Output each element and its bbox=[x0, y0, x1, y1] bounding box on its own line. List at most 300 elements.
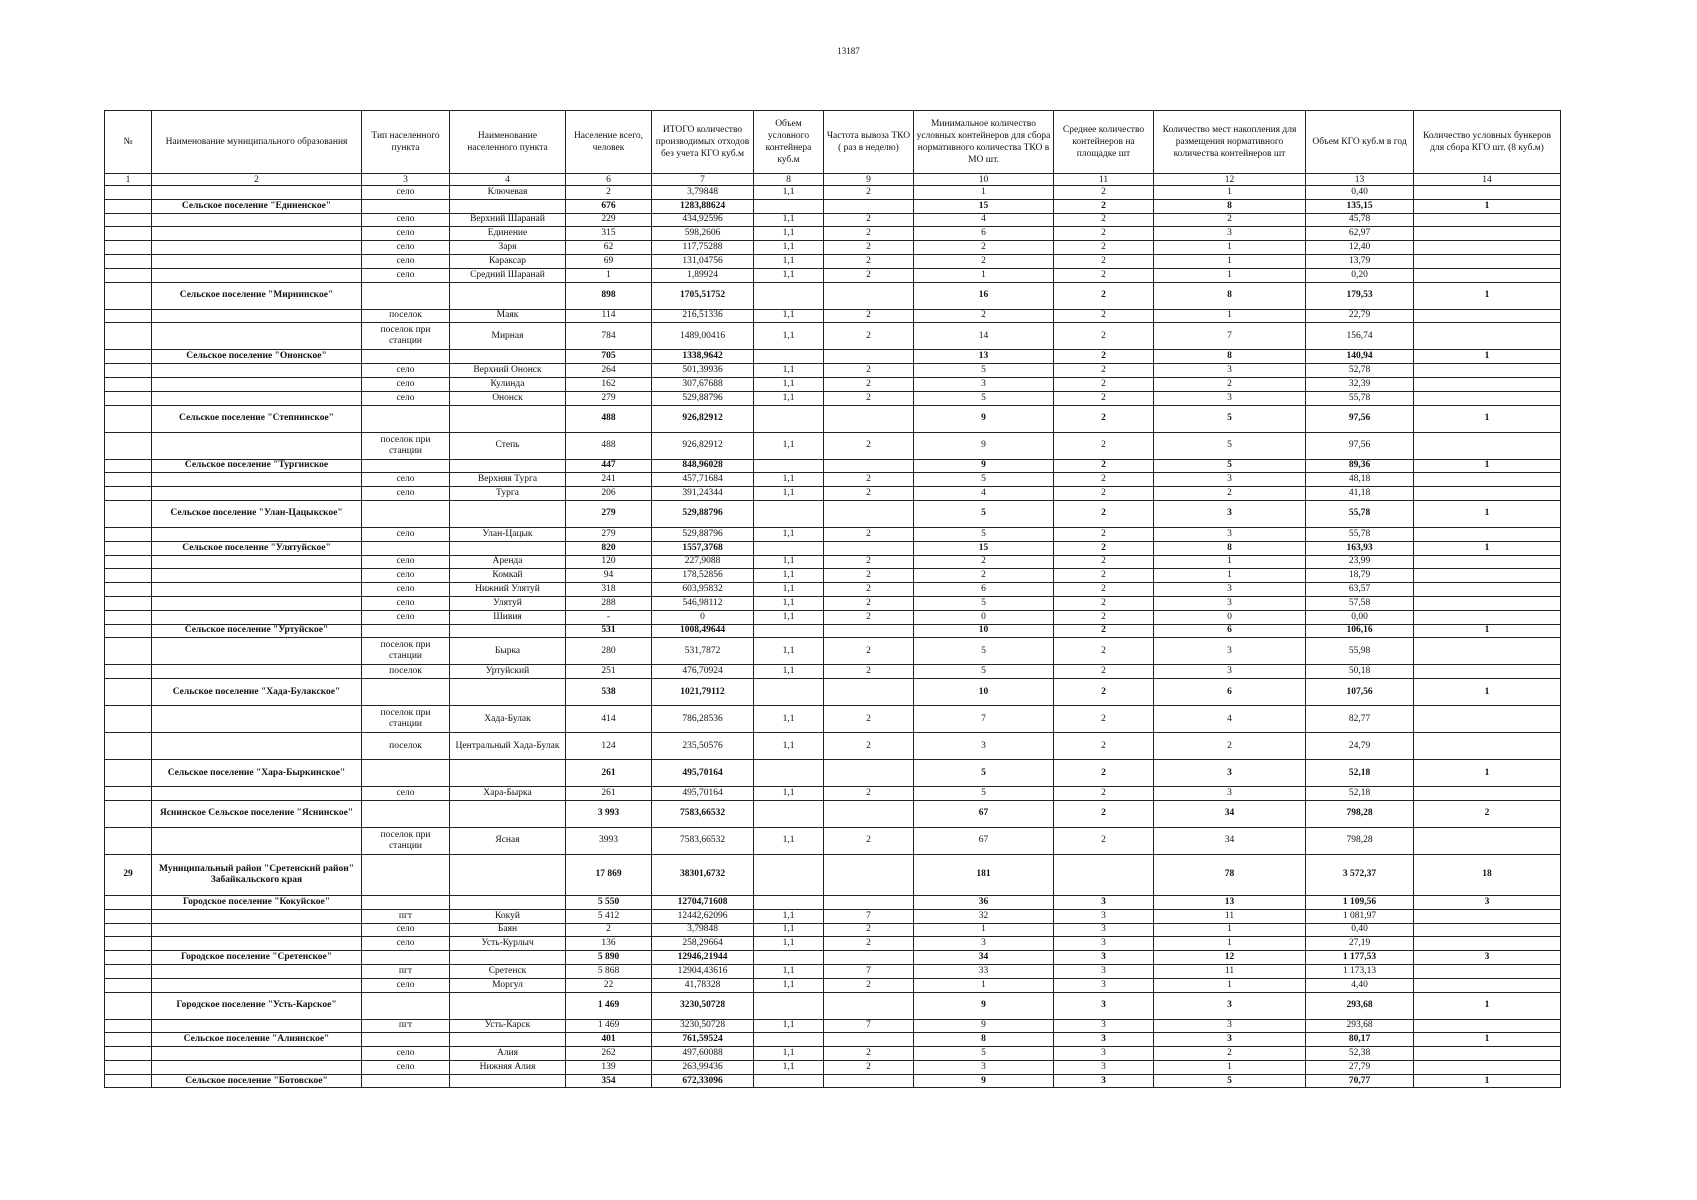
table-cell: Хара-Бырка bbox=[450, 787, 566, 801]
table-cell bbox=[1414, 186, 1561, 200]
column-number: 11 bbox=[1054, 174, 1154, 186]
table-cell: Средний Шаранай bbox=[450, 268, 566, 282]
column-number: 10 bbox=[914, 174, 1054, 186]
table-row bbox=[105, 827, 1561, 854]
table-cell: 2 bbox=[1154, 377, 1306, 391]
table-cell bbox=[450, 800, 566, 827]
table-cell: 29 bbox=[105, 854, 152, 895]
table-cell: 288 bbox=[566, 596, 652, 610]
table-cell: 529,88796 bbox=[652, 391, 754, 405]
table-cell: 898 bbox=[566, 282, 652, 309]
table-cell bbox=[152, 923, 362, 937]
table-cell: 2 bbox=[1054, 827, 1154, 854]
table-cell: 181 bbox=[914, 854, 1054, 895]
table-cell: 1,1 bbox=[754, 733, 824, 760]
table-cell: поселок bbox=[362, 309, 450, 323]
table-cell bbox=[362, 895, 450, 909]
table-cell: 5 bbox=[914, 364, 1054, 378]
table-cell: Сельское поселение "Ботовское" bbox=[152, 1074, 362, 1088]
table-cell: 293,68 bbox=[1306, 1019, 1414, 1033]
subtotal-row bbox=[105, 895, 1561, 909]
table-cell: 5 868 bbox=[566, 964, 652, 978]
table-cell: Улан-Цацык bbox=[450, 527, 566, 541]
subtotal-row bbox=[105, 1033, 1561, 1047]
table-cell bbox=[152, 432, 362, 459]
table-cell bbox=[1414, 1060, 1561, 1074]
table-row bbox=[105, 527, 1561, 541]
table-cell: 2 bbox=[1054, 241, 1154, 255]
table-cell: 52,18 bbox=[1306, 787, 1414, 801]
table-cell: 2 bbox=[914, 569, 1054, 583]
table-cell: 52,38 bbox=[1306, 1047, 1414, 1061]
table-cell: село bbox=[362, 555, 450, 569]
table-row bbox=[105, 978, 1561, 992]
table-cell bbox=[105, 309, 152, 323]
table-cell bbox=[105, 679, 152, 706]
table-cell: 1 177,53 bbox=[1306, 951, 1414, 965]
table-cell: 5 bbox=[914, 638, 1054, 665]
table-cell: село bbox=[362, 364, 450, 378]
table-cell: 14 bbox=[914, 323, 1054, 350]
table-cell: поселок при станции bbox=[362, 323, 450, 350]
table-cell bbox=[824, 800, 914, 827]
table-row bbox=[105, 309, 1561, 323]
table-row bbox=[105, 377, 1561, 391]
table-cell bbox=[1414, 909, 1561, 923]
table-cell: 12704,71608 bbox=[652, 895, 754, 909]
table-cell: 1,1 bbox=[754, 638, 824, 665]
table-cell: 2 bbox=[1054, 391, 1154, 405]
table-cell: 3,79848 bbox=[652, 923, 754, 937]
table-cell: 124 bbox=[566, 733, 652, 760]
table-cell bbox=[105, 733, 152, 760]
table-cell: Нижний Улятуй bbox=[450, 583, 566, 597]
table-cell: 0,40 bbox=[1306, 923, 1414, 937]
table-cell: 3 bbox=[1154, 527, 1306, 541]
table-cell bbox=[105, 895, 152, 909]
table-cell: Маяк bbox=[450, 309, 566, 323]
table-cell: 1,1 bbox=[754, 309, 824, 323]
column-header: Минимальное количество условных контейнеров для сбора нормативного количества ТКО в МО шт. bbox=[914, 111, 1054, 174]
table-cell: поселок bbox=[362, 665, 450, 679]
table-cell: 18,79 bbox=[1306, 569, 1414, 583]
table-cell: 162 bbox=[566, 377, 652, 391]
table-cell: 761,59524 bbox=[652, 1033, 754, 1047]
table-cell bbox=[152, 227, 362, 241]
table-cell: 1 bbox=[1154, 555, 1306, 569]
table-cell bbox=[362, 199, 450, 213]
table-cell bbox=[152, 964, 362, 978]
table-cell: 3 bbox=[1154, 500, 1306, 527]
table-cell bbox=[105, 923, 152, 937]
table-cell bbox=[152, 527, 362, 541]
table-cell bbox=[824, 624, 914, 638]
table-cell bbox=[450, 1033, 566, 1047]
table-cell: 6 bbox=[914, 583, 1054, 597]
table-cell: 2 bbox=[1054, 555, 1154, 569]
table-row bbox=[105, 254, 1561, 268]
table-cell bbox=[105, 323, 152, 350]
table-cell: 229 bbox=[566, 213, 652, 227]
table-cell: 62,97 bbox=[1306, 227, 1414, 241]
table-cell: село bbox=[362, 487, 450, 501]
table-cell: 12442,62096 bbox=[652, 909, 754, 923]
table-cell bbox=[1414, 227, 1561, 241]
table-cell bbox=[152, 583, 362, 597]
table-cell: 1,1 bbox=[754, 555, 824, 569]
table-cell: 1 173,13 bbox=[1306, 964, 1414, 978]
table-cell: 7 bbox=[824, 964, 914, 978]
table-cell: 258,29664 bbox=[652, 937, 754, 951]
table-row bbox=[105, 432, 1561, 459]
table-cell: Уртуйский bbox=[450, 665, 566, 679]
table-cell bbox=[152, 391, 362, 405]
table-cell: 67 bbox=[914, 800, 1054, 827]
table-cell: 1,1 bbox=[754, 241, 824, 255]
table-cell: 1 bbox=[1414, 1074, 1561, 1088]
table-row bbox=[105, 473, 1561, 487]
table-cell: Верхняя Турга bbox=[450, 473, 566, 487]
table-row bbox=[105, 583, 1561, 597]
table-cell: 1 bbox=[914, 268, 1054, 282]
table-cell bbox=[105, 638, 152, 665]
table-cell bbox=[362, 800, 450, 827]
table-cell: 2 bbox=[824, 268, 914, 282]
table-cell bbox=[105, 432, 152, 459]
table-cell: 2 bbox=[1054, 760, 1154, 787]
table-cell bbox=[824, 951, 914, 965]
table-cell: 1489,00416 bbox=[652, 323, 754, 350]
table-cell bbox=[105, 254, 152, 268]
table-cell bbox=[152, 186, 362, 200]
table-cell: 488 bbox=[566, 432, 652, 459]
table-cell: 1008,49644 bbox=[652, 624, 754, 638]
table-cell: 1 bbox=[1154, 978, 1306, 992]
table-cell: 3 bbox=[1054, 978, 1154, 992]
table-cell bbox=[105, 951, 152, 965]
table-cell: 2 bbox=[1054, 364, 1154, 378]
table-cell: 1 bbox=[1154, 186, 1306, 200]
column-header: Тип населенного пункта bbox=[362, 111, 450, 174]
table-cell bbox=[152, 909, 362, 923]
table-cell: Сельское поселение "Мирнинское" bbox=[152, 282, 362, 309]
table-cell: 41,18 bbox=[1306, 487, 1414, 501]
table-cell bbox=[362, 541, 450, 555]
table-cell bbox=[105, 978, 152, 992]
table-cell: 1 bbox=[1414, 500, 1561, 527]
table-cell: 261 bbox=[566, 787, 652, 801]
table-cell: 2 bbox=[824, 827, 914, 854]
column-header: Объем условного контейнера куб.м bbox=[754, 111, 824, 174]
table-row bbox=[105, 391, 1561, 405]
table-cell: 1,1 bbox=[754, 213, 824, 227]
table-cell: 2 bbox=[914, 309, 1054, 323]
table-cell: 7 bbox=[824, 1019, 914, 1033]
table-cell bbox=[362, 951, 450, 965]
table-cell bbox=[105, 377, 152, 391]
table-cell: Сельское поселение "Хара-Быркинское" bbox=[152, 760, 362, 787]
table-cell: 1021,79112 bbox=[652, 679, 754, 706]
table-cell bbox=[754, 405, 824, 432]
table-cell: 23,99 bbox=[1306, 555, 1414, 569]
table-cell: 1 bbox=[1414, 282, 1561, 309]
table-cell: 1,1 bbox=[754, 964, 824, 978]
table-row bbox=[105, 186, 1561, 200]
table-cell: 2 bbox=[1054, 624, 1154, 638]
table-cell: 501,39936 bbox=[652, 364, 754, 378]
table-cell: 135,15 bbox=[1306, 199, 1414, 213]
table-cell: 3230,50728 bbox=[652, 992, 754, 1019]
table-cell: 27,79 bbox=[1306, 1060, 1414, 1074]
table-cell: 120 bbox=[566, 555, 652, 569]
table-cell: 1,1 bbox=[754, 432, 824, 459]
table-cell: 1,1 bbox=[754, 254, 824, 268]
table-cell: 2 bbox=[824, 323, 914, 350]
table-cell: 7583,66532 bbox=[652, 827, 754, 854]
table-cell bbox=[1414, 377, 1561, 391]
table-cell: 354 bbox=[566, 1074, 652, 1088]
table-cell: 2 bbox=[824, 364, 914, 378]
table-cell: село bbox=[362, 923, 450, 937]
table-cell: 9 bbox=[914, 1074, 1054, 1088]
table-cell bbox=[362, 459, 450, 473]
table-cell bbox=[824, 282, 914, 309]
table-cell bbox=[1414, 323, 1561, 350]
table-cell: 2 bbox=[1054, 679, 1154, 706]
table-cell: 2 bbox=[1054, 309, 1154, 323]
table-cell bbox=[105, 268, 152, 282]
table-cell: 2 bbox=[1154, 1047, 1306, 1061]
table-cell bbox=[105, 350, 152, 364]
table-cell: Сельское поселение "Улан-Цацыкское" bbox=[152, 500, 362, 527]
table-cell: 1705,51752 bbox=[652, 282, 754, 309]
table-cell: поселок при станции bbox=[362, 432, 450, 459]
table-cell: село bbox=[362, 227, 450, 241]
table-cell: 2 bbox=[1054, 787, 1154, 801]
table-cell bbox=[1414, 432, 1561, 459]
table-cell: 15 bbox=[914, 199, 1054, 213]
table-cell bbox=[754, 854, 824, 895]
table-cell: 2 bbox=[1054, 323, 1154, 350]
table-cell: Сретенск bbox=[450, 964, 566, 978]
table-cell bbox=[1414, 610, 1561, 624]
table-cell: 1,1 bbox=[754, 487, 824, 501]
table-cell bbox=[152, 978, 362, 992]
table-cell: 45,78 bbox=[1306, 213, 1414, 227]
table-cell: 2 bbox=[824, 569, 914, 583]
table-cell: 1 469 bbox=[566, 992, 652, 1019]
table-cell: 1 bbox=[1154, 268, 1306, 282]
table-cell: 5 bbox=[914, 473, 1054, 487]
table-cell bbox=[152, 1019, 362, 1033]
table-cell: 798,28 bbox=[1306, 827, 1414, 854]
table-cell: 529,88796 bbox=[652, 500, 754, 527]
table-cell bbox=[824, 405, 914, 432]
table-cell: 2 bbox=[824, 241, 914, 255]
table-cell: 531 bbox=[566, 624, 652, 638]
table-cell bbox=[105, 282, 152, 309]
column-number: 1 bbox=[105, 174, 152, 186]
table-cell: 261 bbox=[566, 760, 652, 787]
table-cell bbox=[152, 487, 362, 501]
table-row bbox=[105, 364, 1561, 378]
table-cell: 2 bbox=[824, 733, 914, 760]
table-cell: 9 bbox=[914, 1019, 1054, 1033]
table-header bbox=[105, 111, 1561, 186]
table-cell: 1 bbox=[914, 978, 1054, 992]
table-cell: 0,40 bbox=[1306, 186, 1414, 200]
table-row bbox=[105, 487, 1561, 501]
table-cell: 2 bbox=[1054, 350, 1154, 364]
table-cell: 52,18 bbox=[1306, 760, 1414, 787]
table-cell: 2 bbox=[1054, 610, 1154, 624]
table-cell: 1,1 bbox=[754, 706, 824, 733]
table-cell: поселок при станции bbox=[362, 638, 450, 665]
table-cell: Сельское поселение "Степнинское" bbox=[152, 405, 362, 432]
table-cell bbox=[152, 254, 362, 268]
table-cell: 2 bbox=[824, 978, 914, 992]
table-cell: Степь bbox=[450, 432, 566, 459]
table-cell: 1 bbox=[914, 186, 1054, 200]
table-cell: 3 bbox=[1054, 1074, 1154, 1088]
table-cell: 15 bbox=[914, 541, 1054, 555]
table-cell: село bbox=[362, 610, 450, 624]
table-cell: 1,1 bbox=[754, 978, 824, 992]
table-cell bbox=[1414, 596, 1561, 610]
table-cell: 2 bbox=[1054, 583, 1154, 597]
table-cell: Верхний Шаранай bbox=[450, 213, 566, 227]
table-cell: 2 bbox=[1054, 706, 1154, 733]
table-cell: 676 bbox=[566, 199, 652, 213]
table-cell: 140,94 bbox=[1306, 350, 1414, 364]
table-cell: 2 bbox=[1054, 665, 1154, 679]
column-number: 8 bbox=[754, 174, 824, 186]
table-cell: Городское поселение "Кокуйское" bbox=[152, 895, 362, 909]
table-cell bbox=[105, 500, 152, 527]
table-cell bbox=[824, 459, 914, 473]
table-cell bbox=[1414, 555, 1561, 569]
table-cell: 1,1 bbox=[754, 227, 824, 241]
table-cell bbox=[105, 610, 152, 624]
table-cell bbox=[450, 541, 566, 555]
table-cell bbox=[754, 992, 824, 1019]
table-cell: 1,1 bbox=[754, 1047, 824, 1061]
table-cell bbox=[824, 541, 914, 555]
table-cell: 3 bbox=[1154, 473, 1306, 487]
subtotal-row bbox=[105, 854, 1561, 895]
table-cell bbox=[105, 199, 152, 213]
table-cell: 67 bbox=[914, 827, 1054, 854]
table-cell: 1,1 bbox=[754, 391, 824, 405]
table-body bbox=[105, 186, 1561, 1088]
table-row bbox=[105, 213, 1561, 227]
table-cell: 18 bbox=[1414, 854, 1561, 895]
table-cell: 3 bbox=[1154, 787, 1306, 801]
table-cell: 786,28536 bbox=[652, 706, 754, 733]
table-cell bbox=[754, 459, 824, 473]
table-cell: 3 bbox=[914, 733, 1054, 760]
table-cell: 5 bbox=[914, 760, 1054, 787]
table-cell: 488 bbox=[566, 405, 652, 432]
table-cell: 139 bbox=[566, 1060, 652, 1074]
table-cell bbox=[105, 487, 152, 501]
table-cell: Сельское поселение "Единенское" bbox=[152, 199, 362, 213]
column-number: 14 bbox=[1414, 174, 1561, 186]
table-cell: 546,98112 bbox=[652, 596, 754, 610]
table-cell bbox=[450, 350, 566, 364]
table-cell: 263,99436 bbox=[652, 1060, 754, 1074]
table-cell: 2 bbox=[1054, 405, 1154, 432]
table-cell: 8 bbox=[1154, 199, 1306, 213]
column-header: Количество условных бункеров для сбора КГО шт. (8 куб.м) bbox=[1414, 111, 1561, 174]
column-header: Количество мест накопления для размещения нормативного количества контейнеров шт bbox=[1154, 111, 1306, 174]
table-cell: 3 bbox=[1154, 992, 1306, 1019]
table-cell: поселок при станции bbox=[362, 827, 450, 854]
table-cell: 3 bbox=[1414, 895, 1561, 909]
table-cell bbox=[362, 760, 450, 787]
table-cell: 32,39 bbox=[1306, 377, 1414, 391]
table-cell bbox=[1414, 827, 1561, 854]
table-cell bbox=[105, 787, 152, 801]
column-header: Наименование муниципального образования bbox=[152, 111, 362, 174]
table-cell: 2 bbox=[1414, 800, 1561, 827]
table-cell: 2 bbox=[1054, 186, 1154, 200]
table-cell: 52,78 bbox=[1306, 364, 1414, 378]
table-cell: Ясная bbox=[450, 827, 566, 854]
table-cell: 401 bbox=[566, 1033, 652, 1047]
table-row bbox=[105, 638, 1561, 665]
table-cell: 2 bbox=[1054, 459, 1154, 473]
table-cell: 264 bbox=[566, 364, 652, 378]
table-cell bbox=[1414, 364, 1561, 378]
table-cell: 1 bbox=[1154, 254, 1306, 268]
table-cell bbox=[105, 459, 152, 473]
table-cell bbox=[754, 282, 824, 309]
table-cell bbox=[1414, 665, 1561, 679]
table-cell bbox=[754, 500, 824, 527]
table-cell bbox=[1414, 569, 1561, 583]
table-cell: 5 bbox=[914, 500, 1054, 527]
table-cell bbox=[450, 679, 566, 706]
table-cell: 476,70924 bbox=[652, 665, 754, 679]
table-cell: 5 bbox=[1154, 432, 1306, 459]
table-cell: Алия bbox=[450, 1047, 566, 1061]
table-cell bbox=[450, 459, 566, 473]
table-cell: 13 bbox=[914, 350, 1054, 364]
table-cell: 11 bbox=[1154, 964, 1306, 978]
table-cell: 2 bbox=[1054, 199, 1154, 213]
table-cell: Усть-Карск bbox=[450, 1019, 566, 1033]
table-cell: 1 bbox=[1154, 937, 1306, 951]
table-cell: 1,1 bbox=[754, 610, 824, 624]
table-cell bbox=[152, 309, 362, 323]
table-cell: 16 bbox=[914, 282, 1054, 309]
table-cell bbox=[105, 800, 152, 827]
table-cell: 206 bbox=[566, 487, 652, 501]
table-cell: 50,18 bbox=[1306, 665, 1414, 679]
table-cell: 1 bbox=[1414, 1033, 1561, 1047]
table-cell: село bbox=[362, 241, 450, 255]
table-cell: Мирная bbox=[450, 323, 566, 350]
table-cell bbox=[754, 895, 824, 909]
header-row bbox=[105, 111, 1561, 174]
table-cell: Нижняя Алия bbox=[450, 1060, 566, 1074]
table-cell: пгт bbox=[362, 1019, 450, 1033]
table-cell: село bbox=[362, 937, 450, 951]
subtotal-row bbox=[105, 992, 1561, 1019]
table-cell: Комкай bbox=[450, 569, 566, 583]
table-cell bbox=[450, 951, 566, 965]
